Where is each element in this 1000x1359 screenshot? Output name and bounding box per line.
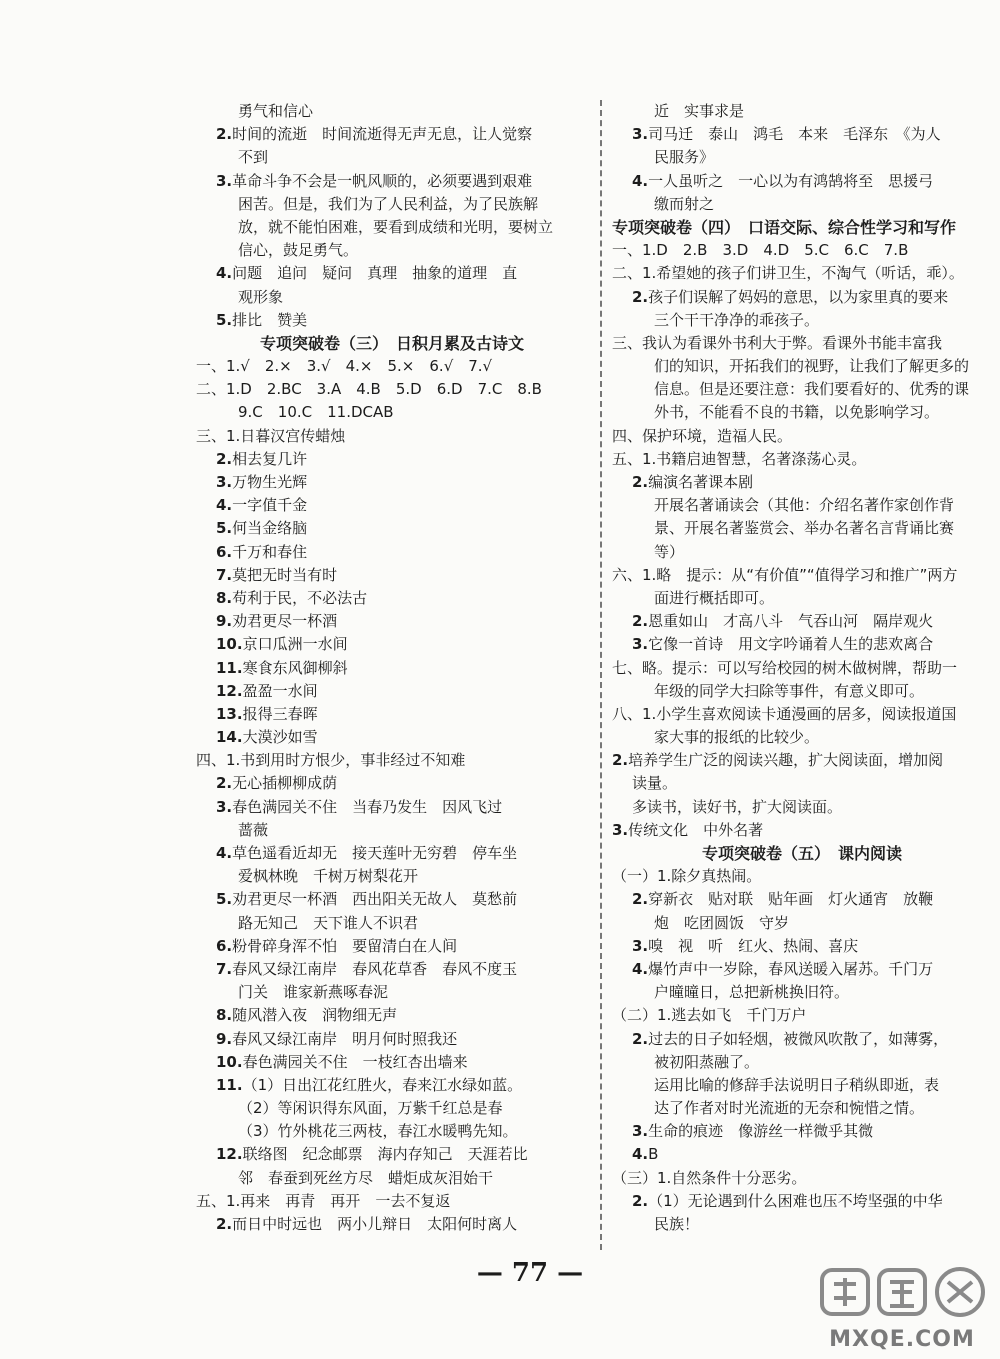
line-text: 一、1.D 2.B 3.D 4.D 5.C 6.C 7.B <box>612 241 909 260</box>
line-text: 门关 谁家新燕啄春泥 <box>238 983 389 1002</box>
line-text: B <box>648 1145 659 1164</box>
item-number: 3. <box>632 635 649 654</box>
line-text: 六、1.略 提示：从“有价值”“值得学习和推广”两方 <box>612 565 958 584</box>
line-text: 何当金络脑 <box>232 519 308 538</box>
answer-line <box>612 564 992 587</box>
line-text: 专项突破卷（四） 口语交际、综合性学习和写作 <box>612 217 957 237</box>
answer-line <box>612 703 992 726</box>
line-text: 蔷薇 <box>238 820 269 839</box>
answer-line <box>612 958 992 981</box>
line-text: 民服务》 <box>654 148 715 167</box>
item-number: 3. <box>612 820 629 839</box>
answer-line <box>612 471 992 494</box>
line-text: （2）等闲识得东风面，万紫千红总是春 <box>238 1099 503 1118</box>
line-text: 四、1.书到用时方恨少，事非经过不知难 <box>196 751 466 770</box>
line-text: 孩子们误解了妈妈的意思，以为家里真的要来 <box>648 287 949 306</box>
answer-line <box>196 1028 588 1051</box>
answer-line <box>196 1097 588 1120</box>
answer-line <box>196 170 588 193</box>
item-number: 2. <box>632 890 649 909</box>
line-text: 信息。但是还要注意：我们要看好的、优秀的课 <box>654 380 970 399</box>
item-number: 12. <box>216 681 243 700</box>
section-heading <box>612 216 992 239</box>
watermark-logo <box>812 1262 992 1352</box>
line-text: 近 实事求是 <box>654 102 745 120</box>
line-text: 时间的流逝 时间流逝得无声无息，让人觉察 <box>232 125 533 144</box>
item-number: 3. <box>632 1122 649 1141</box>
line-text: 专项突破卷（三） 日积月累及古诗文 <box>259 333 524 353</box>
item-number: 2. <box>632 287 649 306</box>
answer-line <box>612 541 992 564</box>
item-number: 14. <box>216 728 243 747</box>
answer-line <box>196 541 588 564</box>
line-text: 劝君更尽一杯酒 <box>232 612 338 631</box>
answer-line <box>196 935 588 958</box>
line-text: 勇气和信心 <box>238 102 314 120</box>
line-text: 大漠沙如雪 <box>242 728 318 747</box>
line-text: 户曈曈日，总把新桃换旧符。 <box>654 983 850 1002</box>
line-text: 专项突破卷（五） 课内阅读 <box>701 844 902 863</box>
line-text: 多读书，读好书，扩大阅读面。 <box>632 797 843 816</box>
line-text: 八、1.小学生喜欢阅读卡通漫画的居多，阅读报道国 <box>612 704 957 723</box>
answer-line <box>612 309 992 332</box>
line-text: 缴而射之 <box>654 194 715 213</box>
line-text: 司马迁 泰山 鸿毛 本来 毛泽东 《为人 <box>648 125 941 144</box>
line-text: （二）1.逃去如飞 千门万户 <box>612 1006 807 1025</box>
item-number: 3. <box>216 171 233 190</box>
line-text: 等） <box>654 542 685 561</box>
answer-line <box>612 193 992 216</box>
answer-line <box>196 657 588 680</box>
line-text: 盈盈一水间 <box>242 681 318 700</box>
line-text: 景、开展名著鉴赏会、举办名著名言背诵比赛 <box>654 519 955 538</box>
answer-line <box>612 912 992 935</box>
item-number: 10. <box>216 635 243 654</box>
answer-line <box>612 286 992 309</box>
line-text: 苟利于民，不必法古 <box>232 588 368 607</box>
answer-line <box>196 494 588 517</box>
line-text: 过去的日子如轻烟，被微风吹散了，如薄雾， <box>648 1029 949 1048</box>
answer-line <box>612 1051 992 1074</box>
answer-line <box>196 471 588 494</box>
item-number: 5. <box>216 519 233 538</box>
line-text: 粉骨碎身浑不怕 要留清白在人间 <box>232 936 458 955</box>
line-text: 莫把无时当有时 <box>232 565 338 584</box>
answer-line <box>196 193 588 216</box>
item-number: 2. <box>632 1191 649 1210</box>
answer-line <box>612 935 992 958</box>
item-number: 4. <box>216 496 233 515</box>
answer-line <box>196 1004 588 1027</box>
item-number: 2. <box>216 449 233 468</box>
line-text: 五、1.再来 再青 再开 一去不复返 <box>196 1191 451 1210</box>
line-text: 排比 赞美 <box>232 310 308 329</box>
answer-line <box>612 401 992 424</box>
line-text: （三）1.自然条件十分恶劣。 <box>612 1168 807 1187</box>
item-number: 2. <box>216 1215 233 1233</box>
answer-line <box>196 912 588 935</box>
answer-line <box>196 239 588 262</box>
line-text: 生命的痕迹 像游丝一样微乎其微 <box>648 1122 874 1141</box>
answer-line <box>196 888 588 911</box>
item-number: 10. <box>216 1052 243 1071</box>
answer-line <box>612 819 992 842</box>
line-text: 三、1.日暮汉宫传蜡烛 <box>196 426 346 445</box>
item-number: 3. <box>216 797 233 816</box>
answer-line <box>196 749 588 772</box>
answer-line <box>196 610 588 633</box>
item-number: 4. <box>632 959 649 978</box>
item-number: 8. <box>216 1006 233 1025</box>
answer-line <box>612 332 992 355</box>
line-text: 而日中时远也 两小儿辩日 太阳何时离人 <box>232 1215 518 1233</box>
line-text: 草色遥看近却无 接天莲叶无穷碧 停车坐 <box>232 844 518 862</box>
answer-line <box>612 170 992 193</box>
answer-line <box>196 1143 588 1166</box>
answer-line <box>612 1004 992 1027</box>
line-text: 爱枫林晚 千树万树梨花开 <box>238 867 419 886</box>
left-column <box>196 100 588 1236</box>
answer-line <box>612 772 992 795</box>
item-number: 2. <box>612 751 629 770</box>
line-text: 报得三春晖 <box>242 704 318 723</box>
answer-line <box>612 425 992 448</box>
line-text: 路无知己 天下谁人不识君 <box>238 913 419 932</box>
item-number: 4. <box>216 264 233 283</box>
line-text: 随风潜入夜 润物细无声 <box>232 1006 398 1025</box>
answer-line <box>612 981 992 1004</box>
line-text: 家大事的报纸的比较少。 <box>654 728 820 747</box>
answer-line <box>612 494 992 517</box>
line-text: 一、1.√ 2.× 3.√ 4.× 5.× 6.√ 7.√ <box>196 357 493 376</box>
answer-line <box>612 1190 992 1213</box>
line-text: 们的知识，开拓我们的视野，让我们了解更多的 <box>654 357 970 376</box>
line-text: 联络图 纪念邮票 海内存知己 天涯若比 <box>242 1145 528 1164</box>
answer-line <box>196 680 588 703</box>
line-text: 三个干干净净的乖孩子。 <box>654 310 820 329</box>
line-text: 一字值千金 <box>232 496 308 515</box>
item-number: 11. <box>216 658 243 677</box>
line-text: 春色满园关不住 一枝红杏出墙来 <box>242 1052 468 1071</box>
item-number: 2. <box>632 473 649 491</box>
answer-line <box>196 146 588 169</box>
item-number: 2. <box>216 774 233 793</box>
item-number: 3. <box>216 473 233 491</box>
line-text: 它像一首诗 用文字吟诵着人生的悲欢离合 <box>648 635 934 654</box>
line-text: 达了作者对时光流逝的无奈和惋惜之情。 <box>654 1099 925 1118</box>
line-text: 问题 追问 疑问 真理 抽象的道理 直 <box>232 264 518 283</box>
item-number: 3. <box>632 936 649 955</box>
answer-line <box>612 796 992 819</box>
line-text: 年级的同学大扫除等事件，有意义即可。 <box>654 681 925 700</box>
item-number: 6. <box>216 936 233 955</box>
answer-line <box>196 100 588 123</box>
item-number: 4. <box>632 1145 649 1164</box>
line-text: 一人虽听之 一心以为有鸿鹄将至 思援弓 <box>648 171 934 190</box>
page-number: — 77 — <box>476 1258 584 1288</box>
section-heading <box>612 842 992 865</box>
answer-line <box>196 981 588 1004</box>
answer-line <box>196 703 588 726</box>
line-text: 春风又绿江南岸 明月何时照我还 <box>232 1029 458 1048</box>
answer-line <box>196 1074 588 1097</box>
answer-line <box>612 123 992 146</box>
answer-line <box>612 633 992 656</box>
answer-line <box>196 564 588 587</box>
item-number: 9. <box>216 612 233 631</box>
item-number: 7. <box>216 959 233 978</box>
item-number: 7. <box>216 565 233 584</box>
answer-line <box>196 958 588 981</box>
line-text: （1）无论遇到什么困难也压不垮坚强的中华 <box>648 1191 943 1210</box>
item-number: 2. <box>216 125 233 144</box>
line-text: 培养学生广泛的阅读兴趣，扩大阅读面，增加阅 <box>628 751 944 770</box>
line-text: 炮 吃团圆饭 守岁 <box>654 913 790 932</box>
answer-line <box>612 587 992 610</box>
line-text: 编演名著课本剧 <box>648 473 754 491</box>
answer-line <box>196 819 588 842</box>
answer-line <box>612 517 992 540</box>
answer-line <box>612 355 992 378</box>
item-number: 5. <box>216 890 233 909</box>
answer-line <box>612 1167 992 1190</box>
answer-line <box>612 448 992 471</box>
answer-line <box>196 1051 588 1074</box>
answer-line <box>612 1143 992 1166</box>
answer-line <box>196 1213 588 1236</box>
item-number: 8. <box>216 588 233 607</box>
answer-line <box>196 262 588 285</box>
line-text: 万物生光辉 <box>232 473 308 491</box>
answer-line <box>612 1074 992 1097</box>
line-text: 春色满园关不住 当春乃发生 因风飞过 <box>232 797 503 816</box>
line-text: 七、略。提示：可以写给校园的树木做树牌，帮助一 <box>612 658 958 677</box>
line-text: 恩重如山 才高八斗 气吞山河 隔岸观火 <box>648 612 934 631</box>
line-text: 四、保护环境，造福人民。 <box>612 426 793 445</box>
line-text: 嗅 视 听 红火、热闹、喜庆 <box>648 936 859 955</box>
line-text: 面进行概括即可。 <box>654 588 775 607</box>
line-text: 放，就不能怕困难，要看到成绩和光明，要树立 <box>238 217 554 236</box>
line-text: 外书，不能看不良的书籍，以免影响学习。 <box>654 403 940 422</box>
line-text: 二、1.D 2.BC 3.A 4.B 5.D 6.D 7.C 8.B <box>196 380 542 399</box>
line-text: 三、我认为看课外书利大于弊。看课外书能丰富我 <box>612 333 943 352</box>
answer-line <box>612 1028 992 1051</box>
answer-line <box>196 633 588 656</box>
line-text: 五、1.书籍启迪智慧，名著涤荡心灵。 <box>612 449 867 468</box>
line-text: 信心，鼓足勇气。 <box>238 241 359 260</box>
item-number: 5. <box>216 310 233 329</box>
answer-line <box>196 587 588 610</box>
answer-line <box>612 1097 992 1120</box>
line-text: 观形象 <box>238 287 284 306</box>
answer-line <box>612 378 992 401</box>
item-number: 12. <box>216 1145 243 1164</box>
line-text: 运用比喻的修辞手法说明日子稍纵即逝，表 <box>654 1075 940 1094</box>
item-number: 4. <box>632 171 649 190</box>
line-text: 京口瓜洲一水间 <box>242 635 348 654</box>
item-number: 2. <box>632 612 649 631</box>
answer-line <box>196 1120 588 1143</box>
watermark-text: MXQE.COM <box>829 1327 975 1352</box>
answer-line <box>196 286 588 309</box>
line-text: （1）日出江花红胜火，春来江水绿如蓝。 <box>242 1075 523 1094</box>
item-number: 6. <box>216 542 233 561</box>
line-text: 爆竹声中一岁除，春风送暖入屠苏。千门万 <box>648 959 934 978</box>
answer-line <box>612 100 992 123</box>
answer-line <box>196 123 588 146</box>
answer-line <box>196 1167 588 1190</box>
line-text: 民族！ <box>654 1215 700 1233</box>
answer-line <box>196 772 588 795</box>
line-text: 读量。 <box>632 774 678 793</box>
answer-line <box>196 726 588 749</box>
item-number: 11. <box>216 1075 243 1094</box>
answer-line <box>196 216 588 239</box>
line-text: 无心插柳柳成荫 <box>232 774 338 793</box>
answer-line <box>612 657 992 680</box>
answer-line <box>196 517 588 540</box>
answer-line <box>196 448 588 471</box>
answer-line <box>612 239 992 262</box>
answer-line <box>612 726 992 749</box>
column-divider <box>600 100 602 1250</box>
answer-line <box>196 401 588 424</box>
item-number: 13. <box>216 704 243 723</box>
answer-line <box>196 842 588 865</box>
answer-line <box>196 309 588 332</box>
line-text: 相去复几许 <box>232 449 308 468</box>
line-text: 不到 <box>238 148 269 167</box>
item-number: 2. <box>632 1029 649 1048</box>
answer-line <box>612 146 992 169</box>
watermark-seal-icon <box>812 1262 992 1322</box>
line-text: 传统文化 中外名著 <box>628 820 764 839</box>
line-text: （3）竹外桃花三两枝，春江水暖鸭先知。 <box>238 1122 518 1141</box>
line-text: 9.C 10.C 11.DCAB <box>238 403 394 422</box>
line-text: 千万和春住 <box>232 542 308 561</box>
line-text: 革命斗争不会是一帆风顺的，必须要遇到艰难 <box>232 171 533 190</box>
line-text: 被初阳蒸融了。 <box>654 1052 760 1071</box>
answer-line <box>196 425 588 448</box>
item-number: 4. <box>216 844 233 862</box>
line-text: 开展名著诵读会（其他：介绍名著作家创作背 <box>654 496 955 515</box>
answer-line <box>612 749 992 772</box>
answer-line <box>612 680 992 703</box>
line-text: 困苦。但是，我们为了人民利益，为了民族解 <box>238 194 539 213</box>
line-text: 穿新衣 贴对联 贴年画 灯火通宵 放鞭 <box>648 890 934 909</box>
item-number: 3. <box>632 125 649 144</box>
section-heading <box>196 332 588 355</box>
answer-line <box>612 610 992 633</box>
line-text: 寒食东风御柳斜 <box>242 658 348 677</box>
answer-line <box>196 865 588 888</box>
line-text: 邻 春蚕到死丝方尽 蜡炬成灰泪始干 <box>238 1168 494 1187</box>
answer-line <box>612 1120 992 1143</box>
line-text: 劝君更尽一杯酒 西出阳关无故人 莫愁前 <box>232 890 518 909</box>
line-text: 春风又绿江南岸 春风花草香 春风不度玉 <box>232 959 518 978</box>
answer-line <box>612 262 992 285</box>
line-text: 二、1.希望她的孩子们讲卫生，不淘气（听话，乖）。 <box>612 264 964 283</box>
answer-line <box>612 1213 992 1236</box>
right-column <box>612 100 992 1236</box>
answer-line <box>196 1190 588 1213</box>
answer-line <box>612 865 992 888</box>
answer-line <box>196 796 588 819</box>
answer-line <box>196 355 588 378</box>
answer-line <box>612 888 992 911</box>
line-text: （一）1.除夕真热闹。 <box>612 867 762 886</box>
item-number: 9. <box>216 1029 233 1048</box>
answer-line <box>196 378 588 401</box>
